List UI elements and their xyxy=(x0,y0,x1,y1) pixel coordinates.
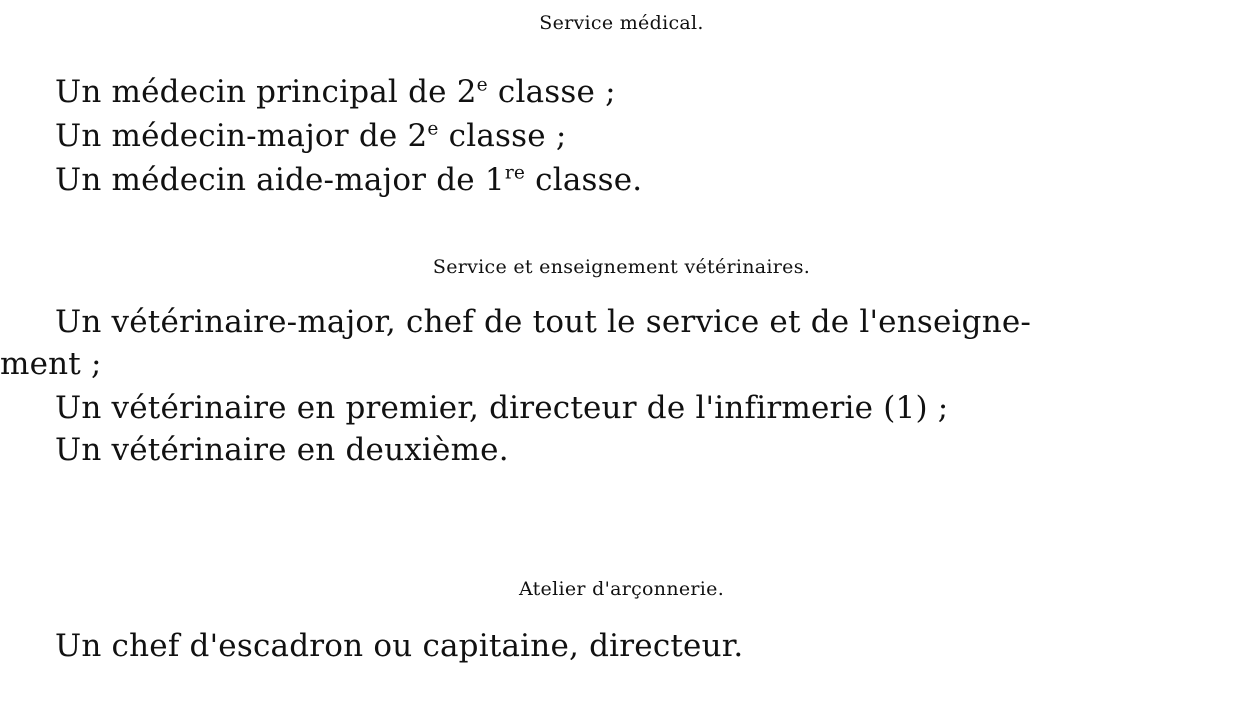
text-line: Un vétérinaire-major, chef de tout le service et de l'enseigne- xyxy=(55,304,1032,340)
text-line: Un chef d'escadron ou capitaine, directeur. xyxy=(55,628,744,664)
text-line: Un vétérinaire en premier, directeur de l'infirmerie (1) ; xyxy=(55,390,949,426)
text-line: ment ; xyxy=(0,346,102,382)
text-line: Un médecin-major de 2e classe ; xyxy=(55,118,567,154)
section-heading-veterinary: Service et enseignement vétérinaires. xyxy=(432,256,811,278)
section-heading-saddlery: Atelier d'arçonnerie. xyxy=(518,578,725,600)
text-line: Un médecin aide-major de 1re classe. xyxy=(55,162,643,198)
text-line: Un vétérinaire en deuxième. xyxy=(55,432,509,468)
text-line: Un médecin principal de 2e classe ; xyxy=(55,74,616,110)
section-heading-medical: Service médical. xyxy=(539,12,704,34)
